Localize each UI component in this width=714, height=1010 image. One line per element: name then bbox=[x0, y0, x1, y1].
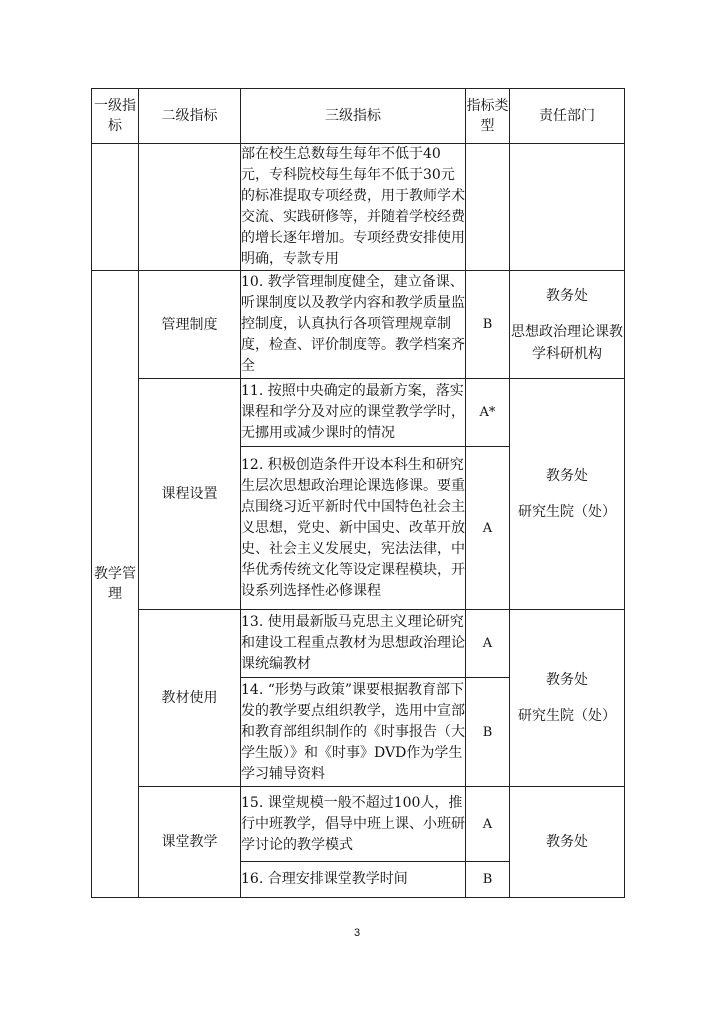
dept-line: 研究生院（处） bbox=[518, 708, 616, 724]
dept-management bbox=[510, 271, 625, 379]
dept-line: 研究生院（处） bbox=[518, 504, 616, 520]
indicator-table bbox=[91, 88, 625, 898]
item-13-text: 13. 使用最新版马克思主义理论研究和建设工程重点教材为思想政治理论课统编教材 bbox=[241, 610, 466, 678]
dept-line: 教务处 bbox=[546, 672, 588, 688]
header-level1: 一级指标 bbox=[92, 89, 139, 144]
level2-management: 管理制度 bbox=[139, 271, 241, 379]
header-dept: 责任部门 bbox=[510, 89, 625, 144]
level2-textbook: 教材使用 bbox=[139, 610, 241, 787]
level2-curriculum: 课程设置 bbox=[139, 379, 241, 610]
dept-line: 思想政治理论课教学科研机构 bbox=[511, 323, 623, 362]
dept-classroom bbox=[510, 787, 625, 898]
item-11-text: 11. 按照中央确定的最新方案，落实课程和学分及对应的课堂教学学时，无挪用或减少课时的情况 bbox=[241, 379, 466, 447]
dept-textbook bbox=[510, 610, 625, 787]
continuation-text: 部在校生总数每生每年不低于40元，专科院校每生每年不低于30元的标准提取专项经费，用于教师学术交流、实践研修等，并随着学校经费的增长逐年增加。专项经费安排使用明确，专款专用 bbox=[241, 144, 466, 271]
item-14-text: 14. “形势与政策”课要根据教育部下发的教学要点组织教学，选用中宣部和教育部组织制作的《时事报告（大学生版）》和《时事》DVD作为学生学习辅导资料 bbox=[241, 678, 466, 787]
item-15-text: 15. 课堂规模一般不超过100人，推行中班教学，倡导中班上课、小班研学讨论的教学模式 bbox=[241, 787, 466, 862]
dept-curriculum bbox=[510, 379, 625, 610]
item-13-type: A bbox=[466, 610, 510, 678]
page-number: 3 bbox=[353, 927, 361, 939]
header-level2: 二级指标 bbox=[139, 89, 241, 144]
table-row bbox=[92, 144, 625, 271]
empty-cell bbox=[92, 144, 139, 271]
empty-cell bbox=[139, 144, 241, 271]
item-16-text: 16. 合理安排课堂教学时间 bbox=[241, 862, 466, 898]
item-11-type: A* bbox=[466, 379, 510, 447]
header-level3: 三级指标 bbox=[241, 89, 466, 144]
item-16-type: B bbox=[466, 862, 510, 898]
header-type: 指标类型 bbox=[466, 89, 510, 144]
empty-cell bbox=[466, 144, 510, 271]
item-12-type: A bbox=[466, 447, 510, 610]
empty-cell bbox=[510, 144, 625, 271]
dept-line: 教务处 bbox=[546, 834, 588, 850]
dept-line: 教务处 bbox=[546, 468, 588, 484]
item-10-text: 10. 教学管理制度健全，建立备课、听课制度以及教学内容和教学质量监控制度，认真执行各项管理规章制度，检查、评价制度等。教学档案齐全 bbox=[241, 271, 466, 379]
item-12-text: 12. 积极创造条件开设本科生和研究生层次思想政治理论课选修课。要重点围绕习近平新时代中国特色社会主义思想，党史、新中国史、改革开放史、社会主义发展史，宪法法律，中华优秀传统文化等设定课程模块，开设系列选择性必修课程 bbox=[241, 447, 466, 610]
dept-line: 教务处 bbox=[546, 287, 588, 304]
item-15-type: A bbox=[466, 787, 510, 862]
table-row bbox=[92, 379, 625, 447]
level1-teaching-management: 教学管理 bbox=[92, 271, 139, 898]
item-14-type: B bbox=[466, 678, 510, 787]
table-row bbox=[92, 787, 625, 862]
table-row bbox=[92, 610, 625, 678]
level2-classroom: 课堂教学 bbox=[139, 787, 241, 898]
item-10-type: B bbox=[466, 271, 510, 379]
table-header-row bbox=[92, 89, 625, 144]
table-row bbox=[92, 271, 625, 379]
